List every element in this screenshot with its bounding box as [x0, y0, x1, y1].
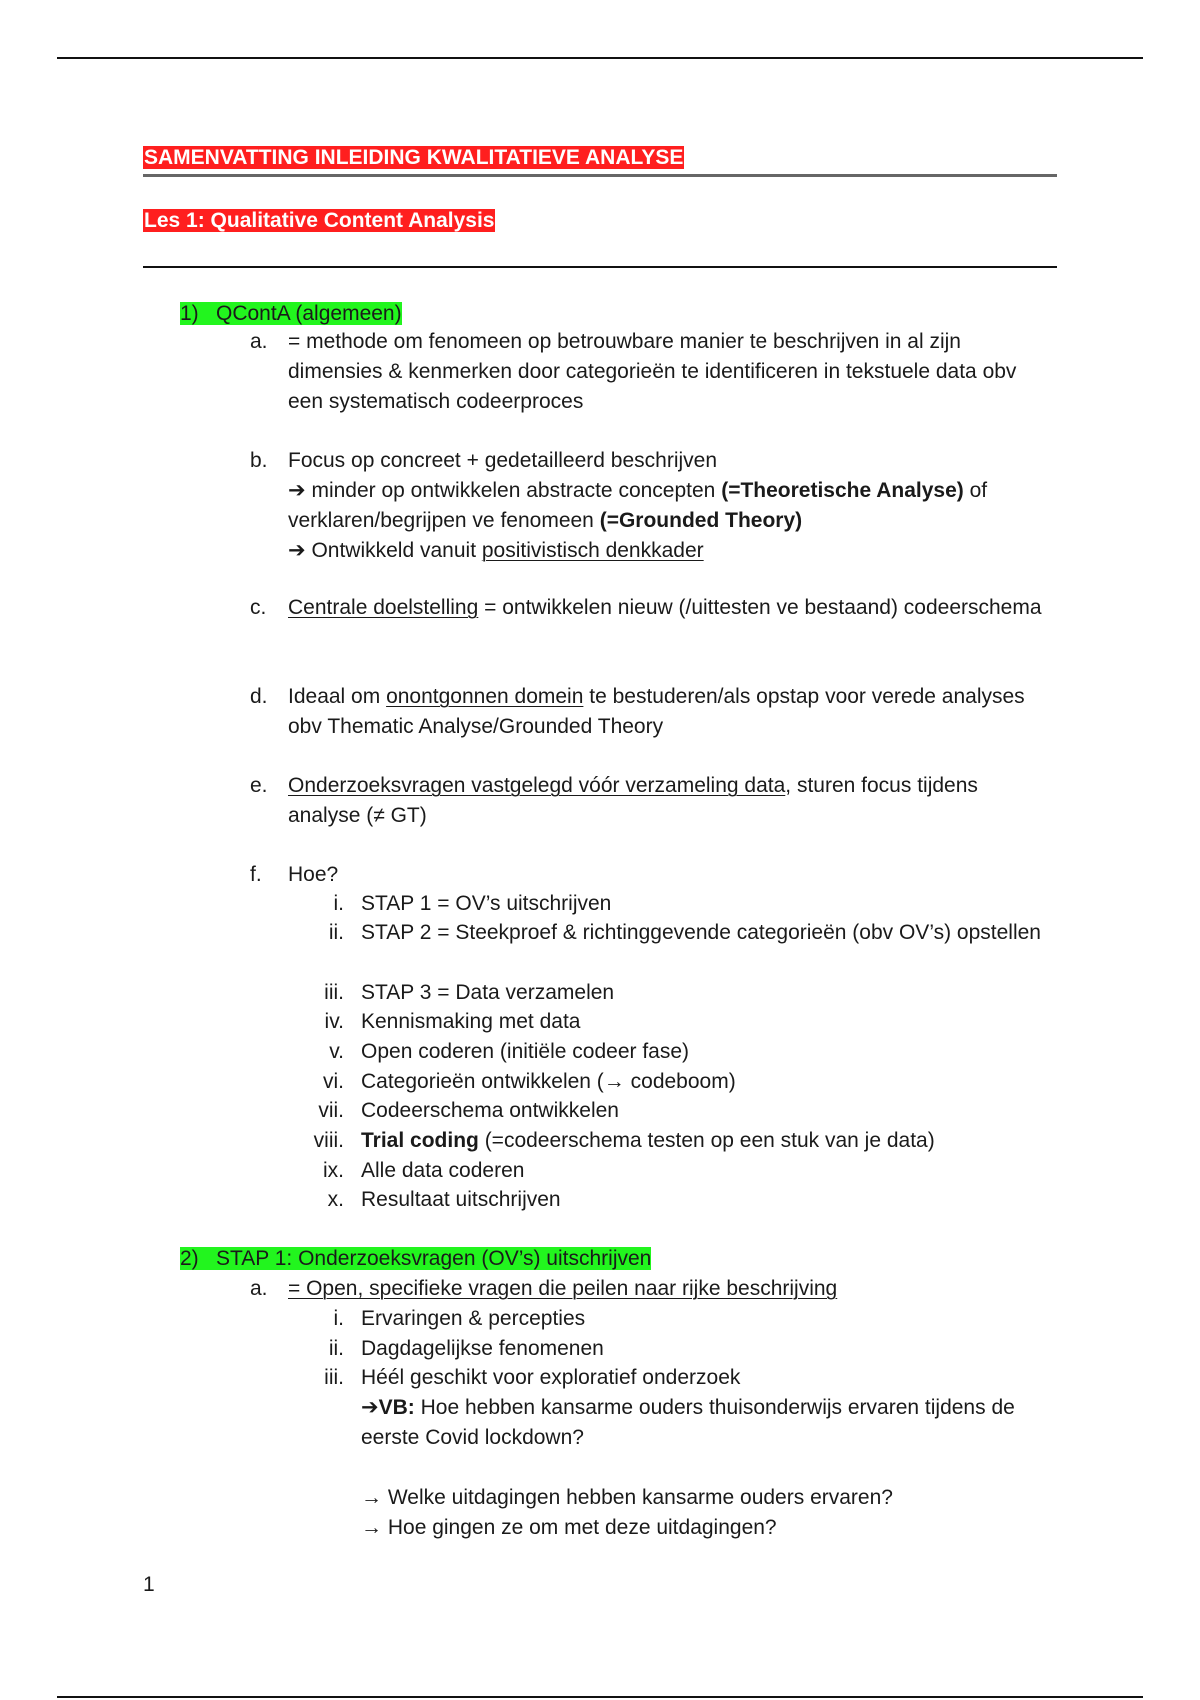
item-text: Centrale doelstelling = ontwikkelen nieuw (/uittesten ve bestaand) codeerschema: [288, 596, 1042, 619]
list-item: [250, 1274, 1050, 1304]
arrow-right-icon: ➔: [288, 479, 306, 502]
subtitle-text: Les 1: Qualitative Content Analysis: [144, 209, 495, 232]
subtitle-rule: [143, 266, 1057, 268]
sub-question: → Welke uitdagingen hebben kansarme ouders ervaren?: [361, 1486, 893, 1509]
arrow-right-icon: →: [361, 1486, 382, 1509]
item-label: d.: [250, 685, 268, 708]
item-label: e.: [250, 774, 268, 797]
section-1-heading: [180, 299, 402, 329]
item-label: a.: [250, 1277, 268, 1300]
sub-list-item: vii. Codeerschema ontwikkelen: [318, 1099, 619, 1122]
item-label: b.: [250, 449, 268, 472]
list-item: [250, 446, 1050, 566]
sub-list-item: iii. STAP 3 = Data verzamelen: [324, 981, 615, 1004]
sub-list-item: ii. STAP 2 = Steekproef & richtinggevende categorieën (obv OV’s) opstellen: [328, 921, 1041, 944]
sub-list-item: ix. Alle data coderen: [323, 1159, 525, 1182]
list-item: [250, 771, 1050, 831]
sub-list-item: vi. Categorieën ontwikkelen (→ codeboom): [323, 1070, 736, 1093]
sub-question: → Hoe gingen ze om met deze uitdagingen?: [361, 1516, 777, 1539]
sub-list-item: i. STAP 1 = OV’s uitschrijven: [333, 892, 612, 915]
lesson-subtitle: [143, 206, 495, 236]
item-text: Onderzoeksvragen vastgelegd vóór verzameling data, sturen focus tijdens analyse (≠ GT): [288, 774, 978, 827]
list-item: [250, 593, 1050, 623]
item-line: ➔ minder op ontwikkelen abstracte concepten (=Theoretische Analyse) of verklaren/begrijpen ve fenomeen (=Grounded Theory): [288, 479, 988, 532]
sub-list-item: i. Ervaringen & percepties: [333, 1307, 586, 1330]
section-1-number: 1): [180, 302, 199, 325]
item-line: ➔ Ontwikkeld vanuit positivistisch denkkader: [288, 539, 704, 562]
item-label: a.: [250, 330, 268, 353]
item-text: = methode om fenomeen op betrouwbare manier te beschrijven in al zijn dimensies & kenmerken door categorieën te identificeren in tekstuele data obv een systematisch codeerproces: [288, 330, 1017, 413]
title-underline: [143, 174, 1057, 177]
sub-list-item: iv. Kennismaking met data: [324, 1010, 581, 1033]
section-1-title: QContA (algemeen): [216, 302, 402, 325]
section-2-title: STAP 1: Onderzoeksvragen (OV’s) uitschrijven: [216, 1247, 652, 1270]
page-top-rule: [57, 57, 1143, 59]
item-text: Ideaal om onontgonnen domein te bestuderen/als opstap voor verede analyses obv Thematic Analyse/Grounded Theory: [288, 685, 1025, 738]
sub-list-item: v. Open coderen (initiële codeer fase): [329, 1040, 690, 1063]
page-bottom-rule: [57, 1696, 1143, 1698]
document-title: [143, 143, 684, 173]
example-line: ➔VB: Hoe hebben kansarme ouders thuisonderwijs ervaren tijdens de eerste Covid lockdown?: [361, 1396, 1015, 1449]
sub-list-item: ii. Dagdagelijkse fenomenen: [328, 1337, 604, 1360]
section-2-heading: [180, 1244, 651, 1274]
arrow-right-icon: ➔: [288, 539, 306, 562]
item-text: = Open, specifieke vragen die peilen naar rijke beschrijving: [288, 1277, 838, 1300]
arrow-right-icon: →: [361, 1516, 382, 1539]
page-number: 1: [143, 1573, 155, 1596]
item-label: c.: [250, 596, 267, 619]
item-text: Hoe?: [288, 863, 339, 886]
item-text: [288, 446, 1048, 566]
sub-list-item: viii. Trial coding (=codeerschema testen op een stuk van je data): [313, 1129, 935, 1152]
list-item: [250, 327, 1050, 417]
section-2-number: 2): [180, 1247, 199, 1270]
sub-list-item: x. Resultaat uitschrijven: [327, 1188, 561, 1211]
item-label: f.: [250, 863, 262, 886]
arrow-right-icon: ➔: [361, 1396, 379, 1419]
list-item: [250, 682, 1050, 742]
item-line: Focus op concreet + gedetailleerd beschrijven: [288, 449, 718, 472]
sub-list-item: iii. Héél geschikt voor exploratief onderzoek ➔VB: Hoe hebben kansarme ouders thuisonderwijs ervaren tijdens de eerste Covid lockdown? → Welke uitdagingen hebben kansarme ouders ervaren? → Hoe gingen ze om met deze uitdagingen?: [300, 1363, 1060, 1543]
title-text: SAMENVATTING INLEIDING KWALITATIEVE ANALYSE: [144, 146, 684, 169]
list-item: [250, 860, 1050, 890]
